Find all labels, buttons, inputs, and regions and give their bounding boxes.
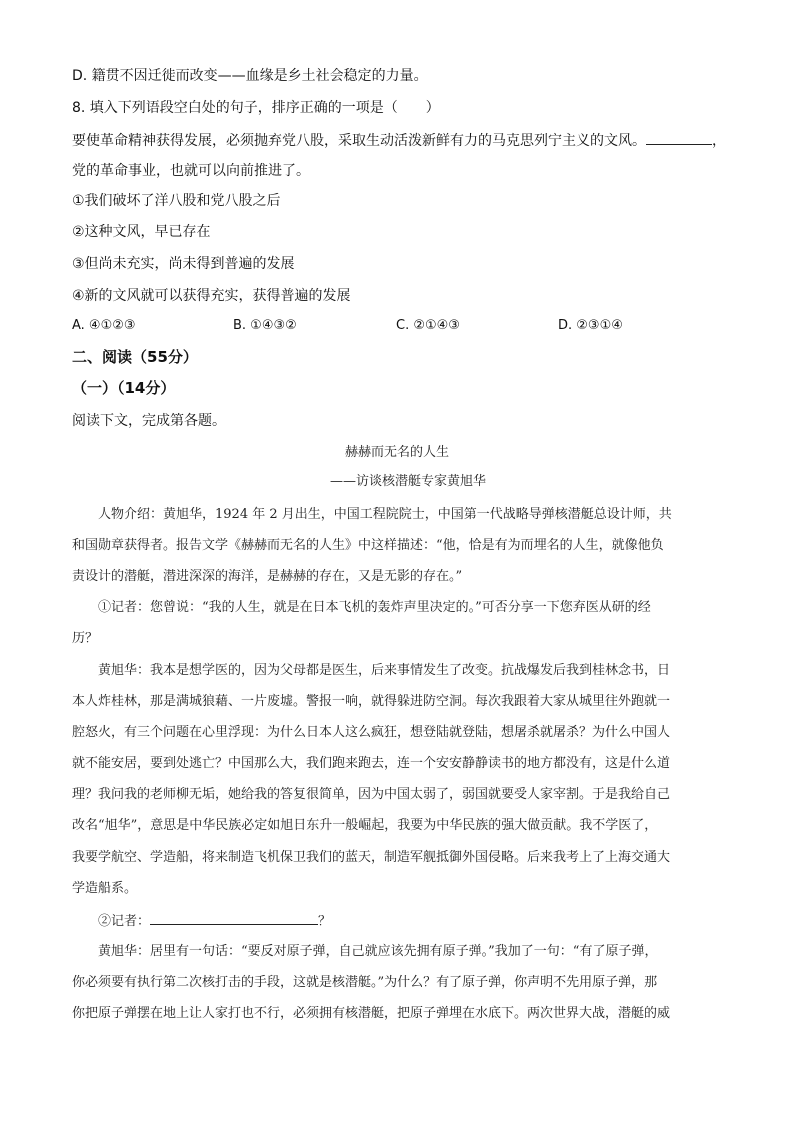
question-2-blank [150,910,318,925]
answer-1-line-3: 腔怒火，有三个问题在心里浮现：为什么日本人这么疯狂，想登陆就登陆，想屠杀就屠杀？为什么中国人 [72,725,671,740]
choice-c: C. ②①④③ [396,318,460,333]
reading-instruction: 阅读下文，完成第各题。 [72,413,226,429]
choice-b: B. ①④③② [233,318,297,333]
passage-comma: ， [712,133,726,149]
passage-text: 要使革命精神获得发展，必须抛弃党八股，采取生动活泼新鲜有力的马克思列宁主义的文风。 [72,133,646,149]
answer-2-line-1: 黄旭华：居里有一句话：“要反对原子弹，自己就应该先拥有原子弹。”我加了一句：“有了原子弹， [98,944,658,959]
answer-2-line-2: 你必须要有执行第二次核打击的手段，这就是核潜艇。”为什么？有了原子弹，你声明不先用原子弹，那 [72,975,658,990]
answer-1-line-6: 改名“旭华”，意思是中华民族必定如旭日东升一般崛起，我要为中华民族的强大做贡献。我不学医了， [72,818,658,833]
subsection-title: （一）（14分） [72,379,176,397]
article-title: 赫赫而无名的人生 [344,445,449,460]
reporter-question-1-line-2: 历？ [72,631,99,646]
sentence-item-4: ④新的文风就可以获得充实，获得普遍的发展 [72,288,351,304]
question-8-stem: 8. 填入下列语段空白处的句子，排序正确的一项是（ ） [72,100,440,116]
answer-1-line-5: 理？我问我的老师柳无垢，她给我的答复很简单，因为中国太弱了，弱国就要受人家宰割。于是我给自己 [72,787,671,802]
answer-1-line-2: 本人炸桂林，那是满城狼藉、一片废墟。警报一响，就得躲进防空洞。每次我跟着大家从城里往外跑就一 [72,694,671,709]
choice-a: A. ④①②③ [72,318,136,333]
question-2-prefix: ②记者： [98,914,151,929]
answer-1-line-1: 黄旭华：我本是想学医的，因为父母都是医生，后来事情发生了改变。抗战爆发后我到桂林念书，日 [98,663,671,678]
section-title: 二、阅读（55分） [72,348,198,366]
intro-line-1: 人物介绍：黄旭华，1924 年 2 月出生，中国工程院院士，中国第一代战略导弹核潜艇总设计师，共 [98,507,672,522]
reporter-question-1-line-1: ①记者：您曾说：“我的人生，就是在日本飞机的轰炸声里决定的。”可否分享一下您弃医从研的经 [98,600,651,615]
question-7-option-d: D. 籍贯不因迁徙而改变——血缘是乡土社会稳定的力量。 [72,68,428,84]
reporter-question-2 [98,910,732,932]
intro-line-2: 和国勋章获得者。报告文学《赫赫而无名的人生》中这样描述：“他，恰是有为而埋名的人生，就像他负 [72,538,664,553]
answer-1-line-7: 我要学航空、学造船，将来制造飞机保卫我们的蓝天，制造军舰抵御外国侵略。后来我考上了上海交通大 [72,850,671,865]
question-8-passage-line-1 [72,130,726,151]
question-8-passage-line-2: 党的革命事业，也就可以向前推进了。 [72,163,310,179]
question-2-mark: ？ [318,914,332,929]
answer-blank [646,130,712,145]
sentence-item-3: ③但尚未充实，尚未得到普遍的发展 [72,256,295,272]
article-subtitle: ——访谈核潜艇专家黄旭华 [330,474,487,489]
sentence-item-2: ②这种文风，早已存在 [72,224,211,240]
choice-d: D. ②③①④ [558,318,623,333]
answer-2-line-3: 你把原子弹摆在地上让人家打也不行，必须拥有核潜艇，把原子弹埋在水底下。两次世界大战，潜艇的威 [72,1006,671,1021]
intro-line-3: 责设计的潜艇，潜进深深的海洋，是赫赫的存在，又是无影的存在。” [72,569,463,584]
answer-1-line-8: 学造船系。 [72,881,138,896]
sentence-item-1: ①我们破坏了洋八股和党八股之后 [72,193,281,209]
answer-1-line-4: 就不能安居，要到处逃亡？中国那么大，我们跑来跑去，连一个安安静静读书的地方都没有，这是什么道 [72,756,671,771]
